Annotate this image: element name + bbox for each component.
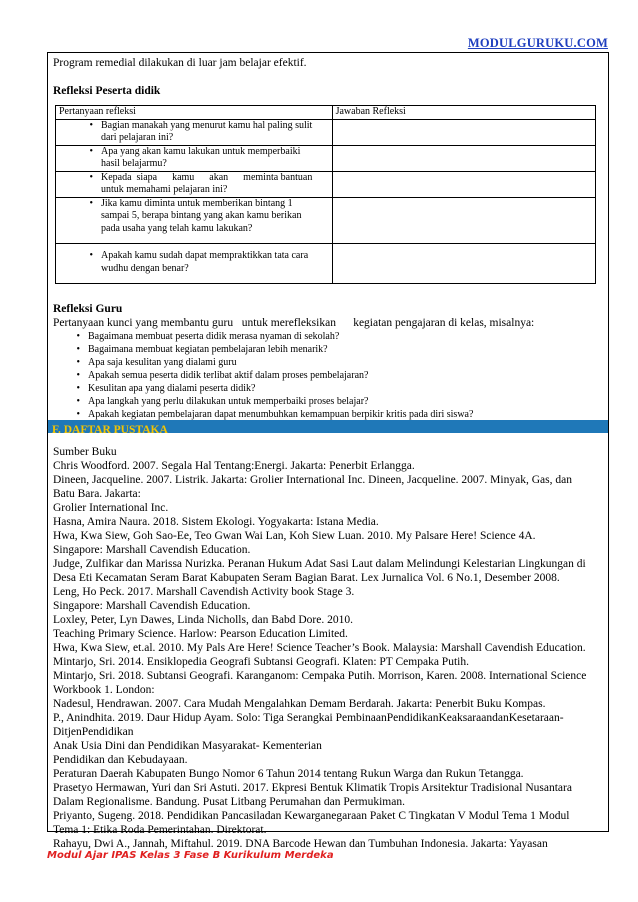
daftar-pustaka-heading: F. DAFTAR PUSTAKA [52, 424, 168, 436]
col-question-header: Pertanyaan refleksi [56, 106, 333, 120]
bullet-icon: • [76, 344, 80, 355]
bullet-icon: • [76, 357, 80, 368]
reference-line: Mintarjo, Sri. 2014. Ensiklopedia Geografi Subtansi Geografi. Klaten: PT Cempaka Putih. [53, 656, 469, 668]
reference-line: Desa Eti Kecamatan Seram Barat Kabupaten Seram Bagian Barat. Lex Jurnalica Vol. 6 No.1, Desember 2008. [53, 572, 560, 584]
reference-line: Hwa, Kwa Siew, et.al. 2010. My Pals Are Here! Science Teacher’s Book. Malaysia: Marshall Cavendish Education. [53, 642, 586, 654]
answer-cell[interactable] [332, 171, 595, 197]
list-item: • Kesulitan apa yang dialami peserta didik? [53, 382, 603, 395]
reference-line: Nadesul, Hendrawan. 2007. Cara Mudah Mengalahkan Demam Berdarah. Jakarta: Penerbit Buku Kompas. [53, 698, 546, 710]
col-answer-header: Jawaban Refleksi [332, 106, 595, 120]
reference-line: Dineen, Jacqueline. 2007. Listrik. Jakarta: Grolier International Inc. Dineen, Jacqueline. 2007. Minyak, Gas, dan [53, 474, 572, 486]
refleksi-peserta-heading: Refleksi Peserta didik [53, 85, 161, 97]
bullet-icon: • [89, 171, 93, 183]
answer-cell[interactable] [332, 119, 595, 145]
reference-line: Singapore: Marshall Cavendish Education. [53, 544, 251, 556]
reference-line: Prasetyo Hermawan, Yuri dan Sri Astuti. 2017. Ekpresi Bentuk Klimatik Tropis Arsitektur Tradisional Nusantara [53, 782, 572, 794]
list-item: • Bagaimana membuat peserta didik merasa nyaman di sekolah? [53, 330, 603, 343]
reference-line: Hwa, Kwa Siew, Goh Sao-Ee, Teo Gwan Wai Lan, Koh Siew Luan. 2010. My Palsare Here! Science 4A. [53, 530, 536, 542]
reference-line: Tema 1: Etika Roda Pemerintahan. Direktorat. [53, 824, 267, 836]
reference-line: Sumber Buku [53, 446, 117, 458]
list-item: • Apa saja kesulitan yang dialami guru [53, 356, 603, 369]
reference-line: Loxley, Peter, Lyn Dawes, Linda Nicholls, dan Babd Dore. 2010. [53, 614, 353, 626]
reference-line: Chris Woodford. 2007. Segala Hal Tentang:Energi. Jakarta: Penerbit Erlangga. [53, 460, 415, 472]
answer-cell[interactable] [332, 244, 595, 284]
bullet-icon: • [89, 250, 93, 261]
reference-line: Judge, Zulfikar dan Marissa Nurizka. Peranan Hukum Adat Sasi Laut dalam Melindungi Kelestarian Lingkungan di [53, 558, 586, 570]
reference-line: Hasna, Amira Naura. 2018. Sistem Ekologi. Yogyakarta: Istana Media. [53, 516, 379, 528]
reference-line: Teaching Primary Science. Harlow: Pearson Education Limited. [53, 628, 348, 640]
reference-list [53, 445, 603, 851]
reference-line: Rahayu, Dwi A., Jannah, Miftahul. 2019. DNA Barcode Hewan dan Tumbuhan Indonesia. Jakarta: Yayasan [53, 838, 548, 850]
footer-title: Modul Ajar IPAS Kelas 3 Fase B Kurikulum Merdeka [47, 850, 334, 861]
refleksi-guru-heading: Refleksi Guru [53, 303, 123, 315]
bullet-icon: • [76, 396, 80, 407]
bullet-icon: • [76, 370, 80, 381]
list-item: • Apakah semua peserta didik terlibat aktif dalam proses pembelajaran? [53, 369, 603, 382]
table-row: • Bagian manakah yang menurut kamu hal paling sulit dari pelajaran ini? [56, 119, 596, 145]
bullet-icon: • [76, 383, 80, 394]
reference-line: Leng, Ho Peck. 2017. Marshall Cavendish Activity book Stage 3. [53, 586, 355, 598]
content-frame [47, 52, 609, 850]
reference-line: Peraturan Daerah Kabupaten Bungo Nomor 6 Tahun 2014 tentang Rukun Warga dan Rukun Tetangga. [53, 768, 524, 780]
reference-line: Grolier International Inc. [53, 502, 169, 514]
reference-line: Anak Usia Dini dan Pendidikan Masyarakat- Kementerian [53, 740, 322, 752]
reference-line: P., Anindhita. 2019. Daur Hidup Ayam. Solo: Tiga Serangkai PembinaanPendidikanKeaksaraandanKesetaraan- [53, 712, 564, 724]
refleksi-table [55, 105, 596, 284]
reference-line: Mintarjo, Sri. 2018. Subtansi Geografi. Karanganom: Cempaka Putih. Morrison, Karen. 2008. International Science [53, 670, 587, 682]
daftar-pustaka-bar [48, 420, 608, 436]
bullet-icon: • [76, 409, 80, 420]
answer-cell[interactable] [332, 197, 595, 244]
remedial-note: Program remedial dilakukan di luar jam belajar efektif. [53, 57, 307, 69]
reference-line: Dalam Regionalisme. Bandung. Pusat Litbang Perumahan dan Permukiman. [53, 796, 405, 808]
list-item: • Apa langkah yang perlu dilakukan untuk memperbaiki proses belajar? [53, 395, 603, 408]
list-item: • Bagaimana membuat kegiatan pembelajaran lebih menarik? [53, 343, 603, 356]
table-row: • Jika kamu diminta untuk memberikan bintang 1 sampai 5, berapa bintang yang akan kamu berikan pada usaha yang telah kamu lakukan? [56, 197, 596, 244]
bullet-icon: • [76, 331, 80, 342]
table-row: • Kepada siapa kamu akan meminta bantuan untuk memahami pelajaran ini? [56, 171, 596, 197]
bullet-icon: • [89, 197, 93, 209]
answer-cell[interactable] [332, 145, 595, 171]
reference-line: Priyanto, Sugeng. 2018. Pendidikan Pancasiladan Kewarganegaraan Paket C Tingkatan V Modul Tema 1 Modul [53, 810, 570, 822]
reference-line: Batu Bara. Jakarta: [53, 488, 141, 500]
reference-line: Workbook 1. London: [53, 684, 155, 696]
site-link[interactable]: MODULGURUKU.COM [467, 36, 608, 50]
reference-line: Pendidikan dan Kebudayaan. [53, 754, 188, 766]
table-row: • Apa yang akan kamu lakukan untuk memperbaiki hasil belajarmu? [56, 145, 596, 171]
reference-line: DitjenPendidikan [53, 726, 134, 738]
table-row: • Apakah kamu sudah dapat mempraktikkan tata cara wudhu dengan benar? [56, 244, 596, 284]
bullet-icon: • [89, 119, 93, 131]
reference-line: Singapore: Marshall Cavendish Education. [53, 600, 251, 612]
bullet-icon: • [89, 145, 93, 157]
list-item: • Apakah kegiatan pembelajaran dapat menumbuhkan kemampuan berpikir kritis pada diri siswa? [53, 408, 603, 421]
refleksi-guru-list [53, 330, 603, 421]
refleksi-guru-intro: Pertanyaan kunci yang membantu guru untuk merefleksikan kegiatan pengajaran di kelas, misalnya: [53, 317, 535, 329]
